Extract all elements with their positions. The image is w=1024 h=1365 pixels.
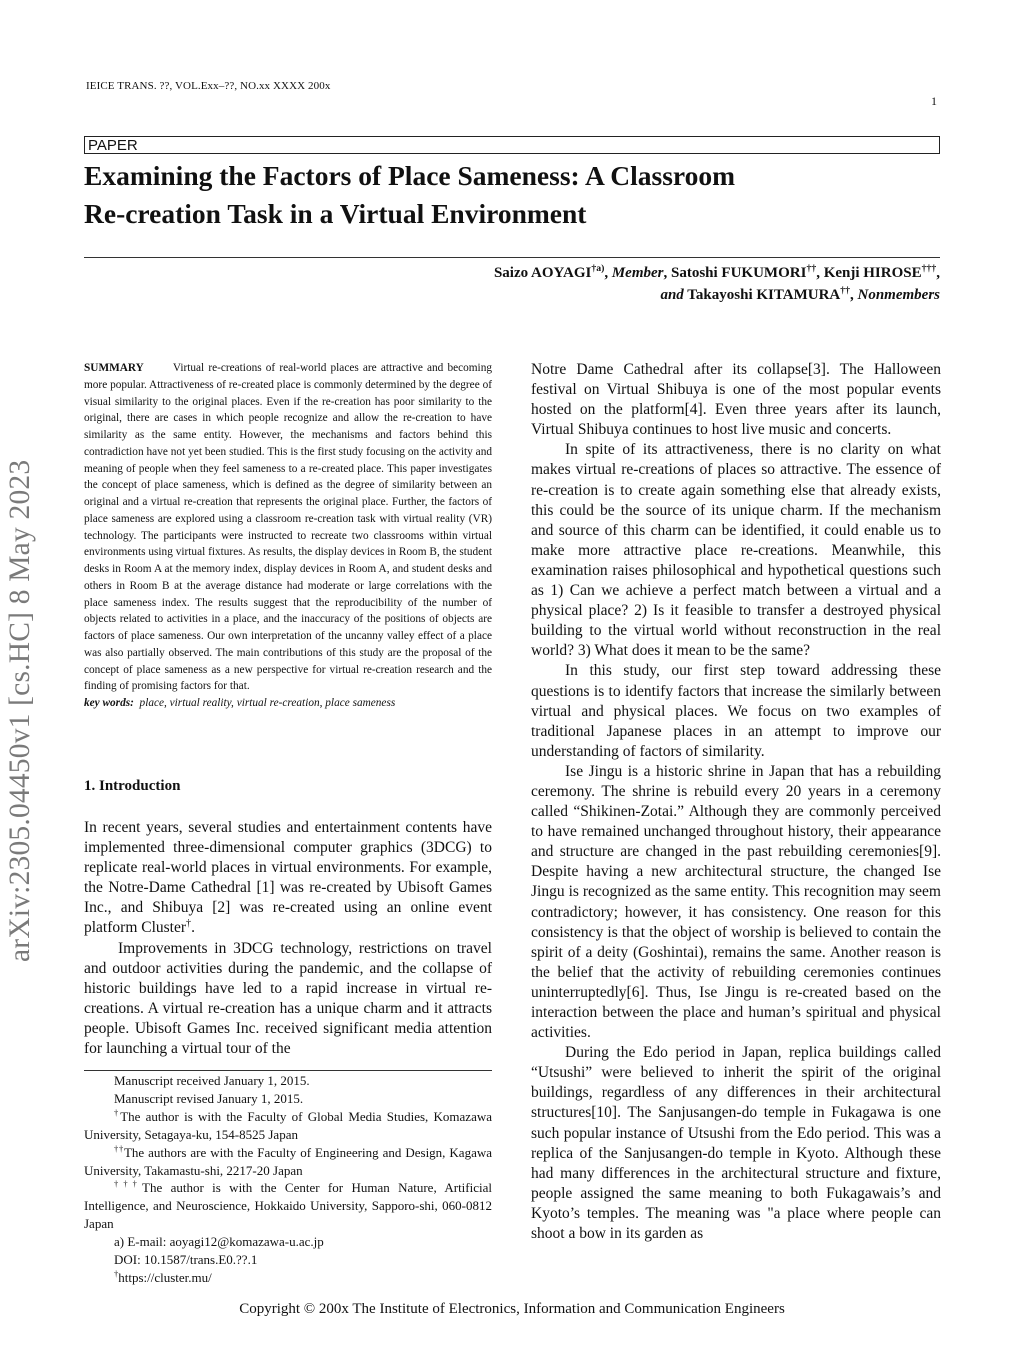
title-line-2: Re-creation Task in a Virtual Environment [84, 198, 587, 229]
body-paragraph: Notre Dame Cathedral after its collapse[3]. The Halloween festival on Virtual Shibuya is one of the most popular events hosted on the platform[4]. Even three years after its launch, Virtual Shibuya continues to host live music and concerts. [531, 361, 941, 439]
manuscript-revised: Manuscript revised January 1, 2015. [114, 1090, 304, 1106]
author-line-2: and Takayoshi KITAMURA††, Nonmembers [660, 285, 940, 303]
manuscript-received: Manuscript received January 1, 2015. [114, 1073, 310, 1088]
title-rule [84, 257, 940, 258]
author-conjunction: and [660, 287, 684, 303]
footnote-text: The authors are with the Faculty of Engineering and Design, Kagawa University, Takamastu-shi, 2217-20 Japan [84, 1144, 493, 1178]
intro-paragraph-1 [84, 818, 492, 939]
paper-title [84, 157, 944, 233]
summary-block [84, 360, 492, 695]
body-paragraph: In spite of its attractiveness, there is no clarity on what makes virtual re-creations of places so attractive. The essence of re-creation is to create again something else that already exists, this could be the source of its unique charm. If the mechanism and source of this charm can be identified, it could enable us to make more attractive place re-creations. Meanwhile, this examination raises philosophical and hypothetical questions such as 1) Can we achieve a perfect match between a virtual and a physical place? 2) Is it feasible to transfer a destroyed physical building to the virtual world without reconstruction in the real world? 3) What does it mean to be the same? [531, 441, 941, 660]
summary-text: Virtual re-creations of real-world places are attractive and becoming more popular. Attractiveness of re-created place is commonly determined by the degree of visual similarity to the original places. Even if the re-creation has poor similarity to the original, there are cases in which people recognize and allow the re-creation to have similarity as the same entity. However, the mechanisms and factors behind this contradiction have not yet been studied. This is the first study focusing on the activity and meaning of people when they feel sameness to a re-created place. This paper investigates the concept of place sameness, which is defined as the degree of similarity between an original and a virtual re-creation that represents the original place. Further, the factors of place sameness are explored using a classroom re-creation task with virtual reality (VR) technology. The participants were instructed to recreate two classrooms within virtual environments using virtual fixtures. As results, the display devices in Room B, the student desks in Room A at the memory index, display devices in Room A, and student desks and others in Room B at the average distance had moderate or large correlations with the place sameness index. The results suggest that the reproducibility of the number of objects related to activities in a place, and the inaccuracy of the positions of objects are factors of place sameness. Our own interpretation of the uncanny valley effect of a place was also partially observed. The main contributions of this study are the proposal of the concept of place sameness as a new perspective for virtual re-creation research and the finding of promising factors for that. [84, 362, 492, 693]
footnotes [84, 1072, 492, 1287]
author-list [140, 262, 940, 306]
footnote-mark: †† [114, 1143, 124, 1154]
footnote-link[interactable]: https://cluster.mu/ [118, 1269, 212, 1285]
author-name: Saizo AOYAGI [493, 265, 592, 281]
author-role: Nonmembers [857, 287, 940, 303]
author-role: Member [611, 265, 664, 281]
footnote-mark: † [114, 1268, 119, 1279]
copyright-footer: Copyright © 200x The Institute of Electronics, Information and Communication Engineers [239, 1301, 785, 1317]
sentence-end: . [191, 919, 195, 937]
email-footnote: a) E-mail: aoyagi12@komazawa-u.ac.jp [114, 1234, 324, 1250]
affiliation-footnote-2 [84, 1144, 492, 1180]
section-heading: 1. Introduction [84, 778, 181, 794]
footnote-text: The author is with the Faculty of Global Media Studies, Komazawa University, Setagaya-ku, 154-8525 Japan [84, 1108, 492, 1142]
keywords-block [84, 695, 492, 712]
page-number: 1 [931, 94, 937, 108]
footnote-mark: ††† [114, 1179, 142, 1190]
author-name: Takayoshi KITAMURA [687, 287, 841, 303]
intro-paragraph-2: Improvements in 3DCG technology, restrictions on travel and outdoor activities during the pandemic, and the collapse of historic buildings have led to a rapid increase in virtual re-creations. A virtual re-creation has a unique charm and it attracts people. Ubisoft Games Inc. received significant media attention for launching a virtual tour of the [84, 939, 492, 1058]
arxiv-stamp: arXiv:2305.04450v1 [cs.HC] 8 May 2023 [4, 459, 36, 962]
body-paragraph: In this study, our first step toward addressing these questions is to identify factors that increase the similarly between virtual and physical places. We focus on two examples of traditional Japanese places in an attempt to improve our understanding of factors of similarity. [531, 662, 941, 760]
affiliation-mark: ††† [921, 263, 937, 274]
footnote-rule [84, 1070, 492, 1071]
right-column [531, 360, 941, 1244]
keywords-text: place, virtual reality, virtual re-creation, place sameness [139, 697, 396, 709]
affiliation-mark: †† [840, 285, 850, 296]
affiliation-mark: †† [806, 263, 817, 274]
author-line-1: Saizo AOYAGI$^{\dagger a)}$, Member, Satoshi FUKUMORI††, Kenji HIROSE†††, [493, 263, 940, 281]
author-name: Satoshi FUKUMORI [671, 265, 807, 281]
footnote-text: The author is with the Center for Human Nature, Artificial Intelligence, and Neuroscience, Hokkaido University, Sapporo-shi, 060-0812 Japan [84, 1180, 492, 1232]
journal-header: IEICE TRANS. ??, VOL.Exx–??, NO.xx XXXX 200x [86, 80, 331, 92]
affiliation-footnote-3 [84, 1179, 492, 1233]
intro-body [84, 818, 492, 1059]
affiliation-mark: †a) [591, 263, 605, 274]
title-line-1: Examining the Factors of Place Sameness: A Classroom [84, 160, 736, 191]
author-name: Kenji HIROSE [823, 265, 922, 281]
body-paragraph: During the Edo period in Japan, replica buildings called “Utsushi” were believed to inherit the spirit of the original buildings, regardless of any differences in their architectural structures[10]. The Sanjusangen-do temple in Fukagawa is one such popular instance of Utsushi from the Edo period. This was a replica of the Sanjusangen-do temple in Kyoto. Although these had many differences in the architectural structure and fixture, people assigned the same meaning to both Fukagawais’s and Kyoto’s temples. The meaning was "a place where people can shoot a bow in its garden as [531, 1044, 941, 1243]
body-paragraph: Ise Jingu is a historic shrine in Japan that has a rebuilding ceremony. The shrine is rebuild every 20 years in a ceremony called “Shikinen-Zotai.” Although they are commonly perceived to have remained unchanged throughout history, their appearance and structure are changed in the past rebuilding ceremonies[9]. Despite having a new architectural structure, the changed Ise Jingu is recognized as the same entity. This recognition may seem contradictory; however, it has consistency. One reason for this consistency is that the object of worship is believed to contain the spirit of a deity (Goshintai), remains the same. Another reason is the belief that the activity of rebuilding ceremonies continues uninterruptedly[6]. Thus, Ise Jingu is re-created based on the interaction between the place and human’s spiritual and physical activities. [531, 762, 941, 1042]
url-footnote [84, 1269, 492, 1287]
paragraph-text: In recent years, several studies and entertainment contents have implemented three-dimensional computer graphics (3DCG) to replicate real-world places in virtual environments. For example, the Notre-Dame Cathedral [1] was re-created by Ubisoft Games Inc., and Shibuya [2] was re-created using an online event platform Cluster [84, 819, 492, 937]
affiliation-footnote-1 [84, 1108, 492, 1144]
left-column [84, 360, 492, 712]
footnote-mark: † [186, 918, 192, 930]
doi-footnote: DOI: 10.1587/trans.E0.??.1 [114, 1252, 258, 1268]
footnote-mark: † [114, 1107, 121, 1118]
keywords-label: key words: [84, 697, 134, 709]
summary-label: SUMMARY [84, 362, 144, 374]
paper-type-label: PAPER [84, 136, 940, 154]
